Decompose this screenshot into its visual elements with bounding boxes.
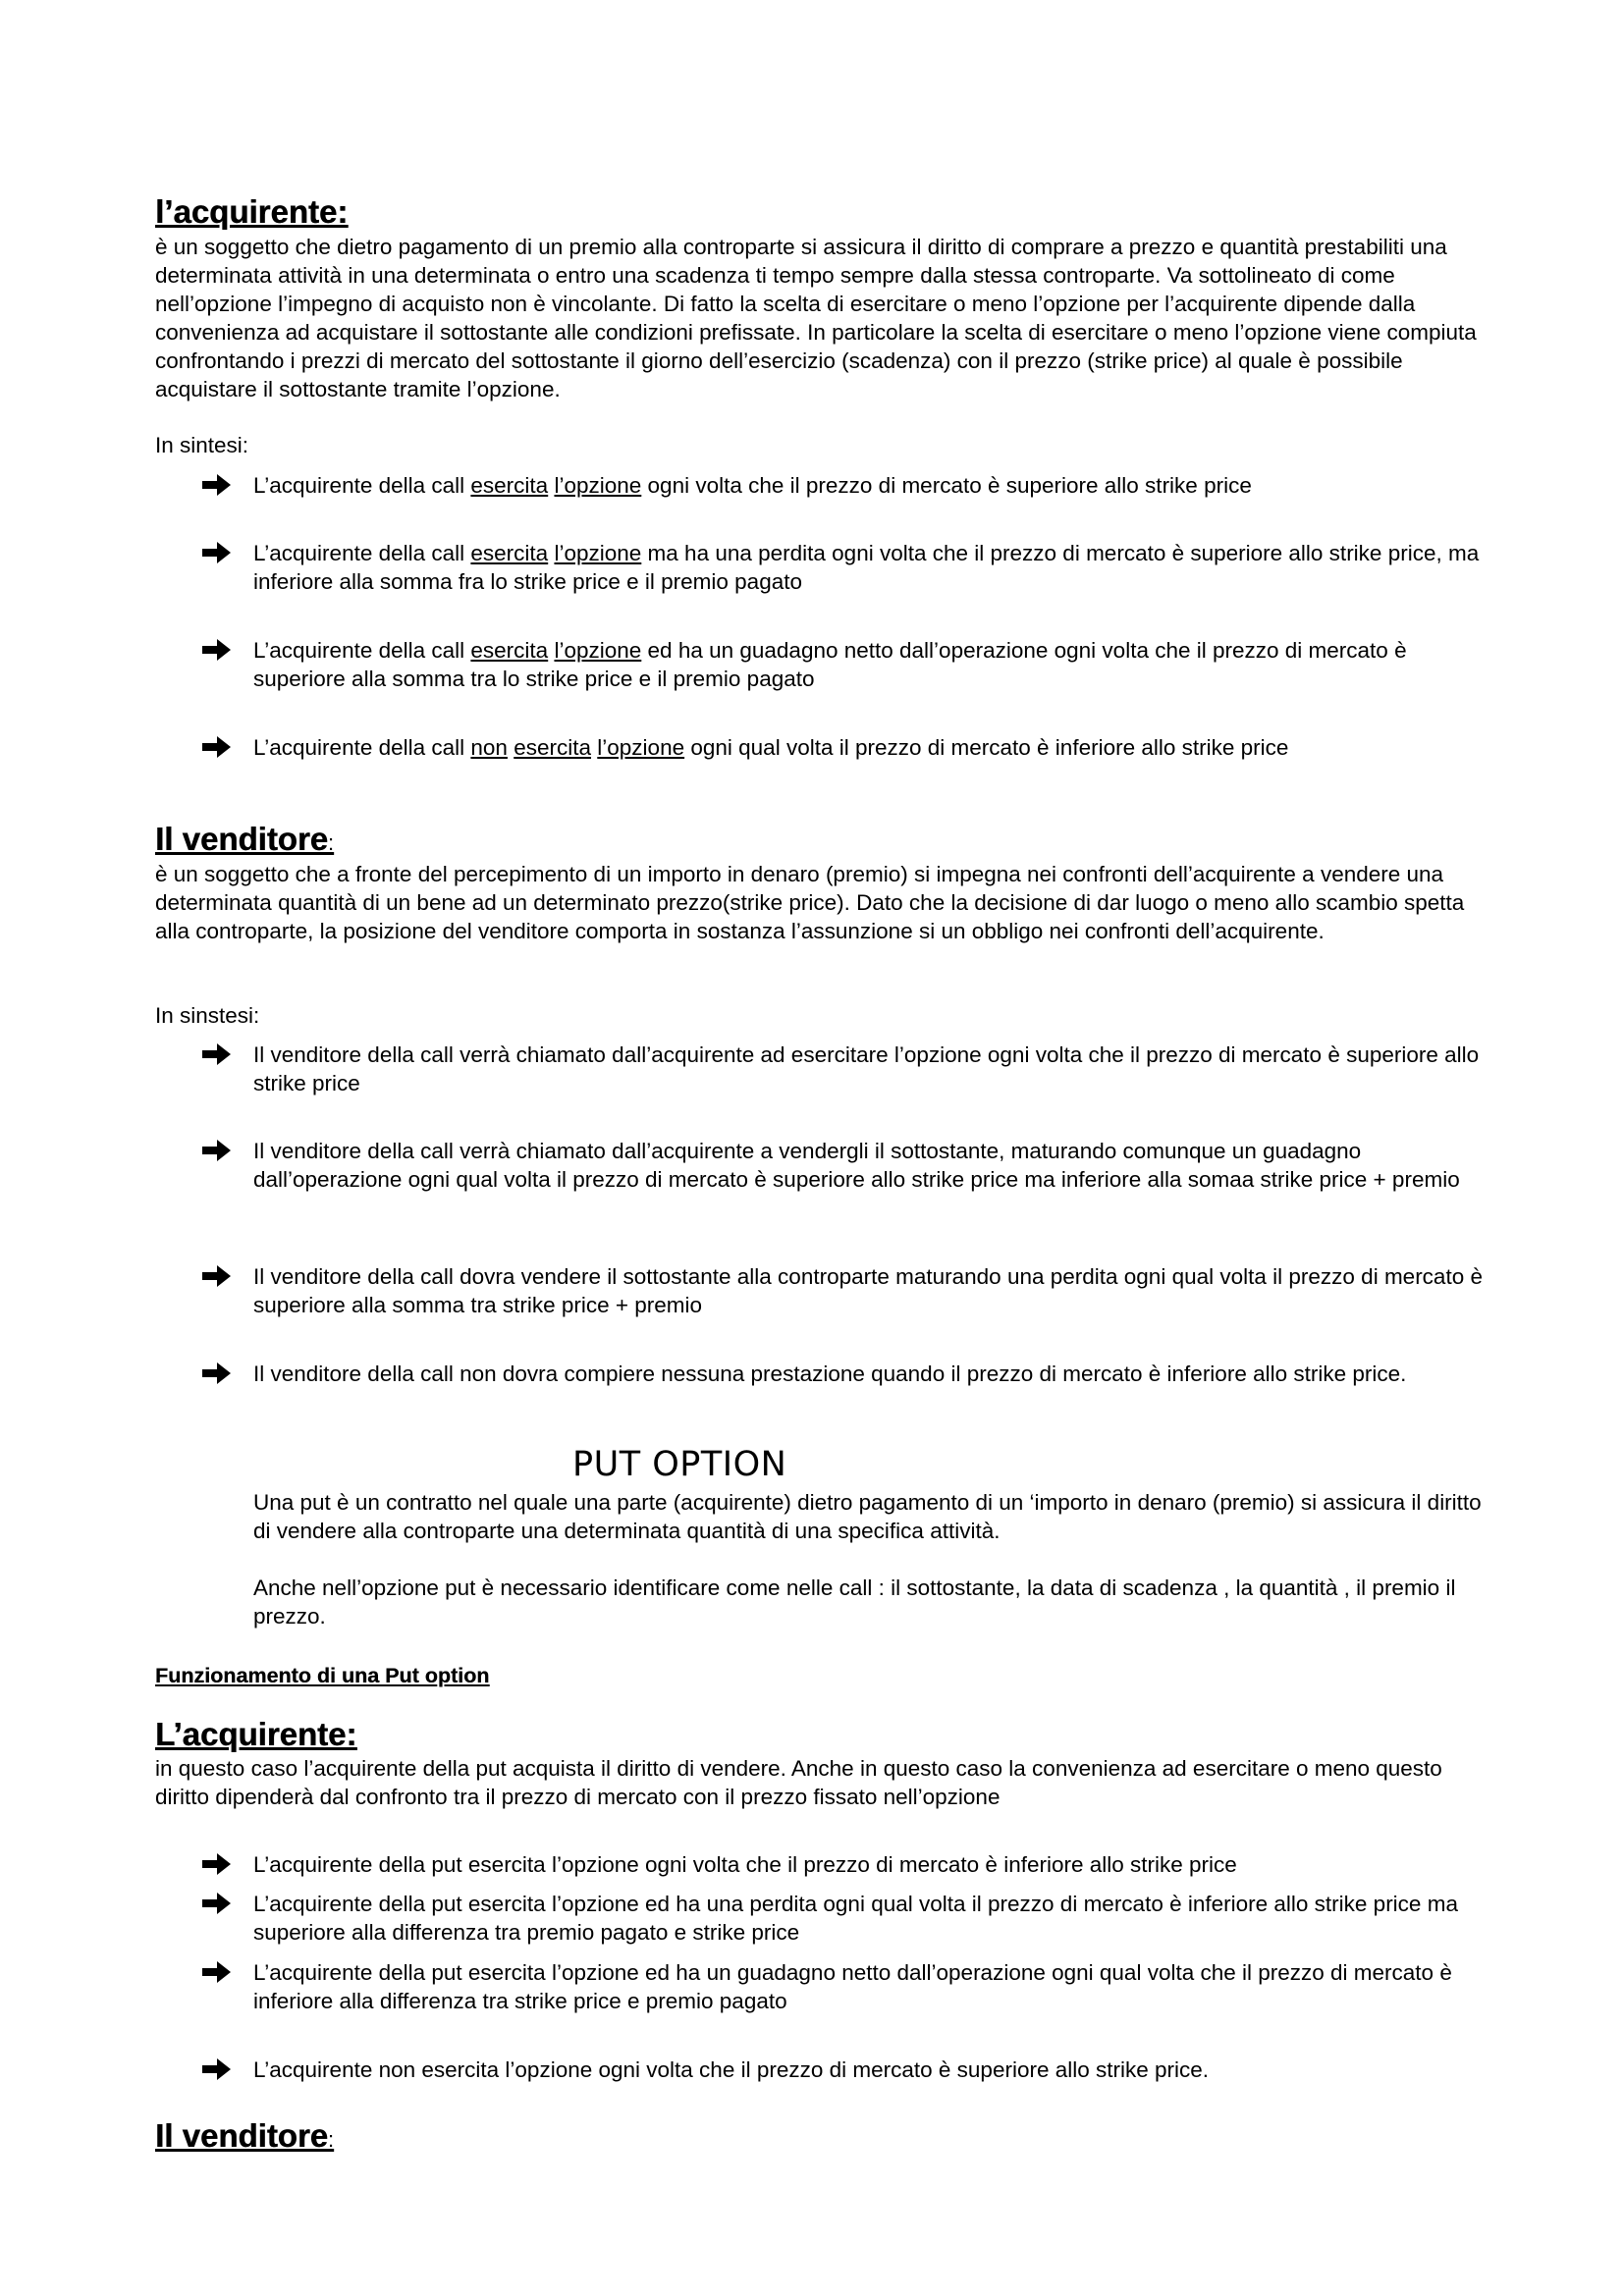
arrow-right-icon — [202, 1138, 232, 1163]
arrow-right-icon — [202, 1263, 232, 1289]
arrow-right-icon — [202, 1959, 232, 1985]
arrow-right-icon — [202, 1851, 232, 1877]
arrow-right-icon — [202, 734, 232, 760]
arrow-right-icon — [202, 540, 232, 565]
arrow-right-icon — [202, 1361, 232, 1386]
arrow-right-icon — [202, 637, 232, 663]
arrow-right-icon — [202, 2056, 232, 2082]
summary-label-2: In sinstesi: — [155, 1003, 260, 1028]
arrow-right-icon — [202, 1041, 232, 1067]
paragraph-acquirente-call: è un soggetto che dietro pagamento di un premio alla controparte si assicura il diritto di comprare a prezzo e quantità prestabiliti una determinata attività in una determinata o entro una scadenza ti tempo sempre dalla stessa controparte. Va sottolineato di come nell’opzione l’impegno di acquisto non è vincolante. Di fatto la scelta di esercitare o meno l’opzione per l’acquirente dipende dalla convenienza ad acquistare il sottostante alle condizioni prefissate. In particolare la scelta di esercitare o meno l’opzione viene compiuta confrontando i prezzi di mercato del sottostante il giorno dell’esercizio (scadenza) con il prezzo (strike price) al quale è possibile acquistare il sottostante tramite l’opzione. — [155, 235, 1477, 401]
heading-venditore-put: Il venditore: — [155, 2117, 335, 2154]
document-page: l’acquirente: è un soggetto che dietro pagamento di un premio alla controparte si assicura il diritto di comprare a prezzo e quantità prestabiliti una determinata attività in una determinata o entro una scadenza ti tempo sempre dalla stessa controparte. Va sottolineato di come nell’opzione l’impegno di acquisto non è vincolante. Di fatto la scelta di esercitare o meno l’opzione per l’acquirente dipende dalla convenienza ad acquistare il sottostante alle condizioni prefissate. In particolare la scelta di esercitare o meno l’opzione viene compiuta confrontando i prezzi di mercato del sottostante il giorno dell’esercizio (scadenza) con il prezzo (strike price) al quale è possibile acquistare il sottostante tramite l’opzione. In sintesi: L’acquirente della call esercita l’opzione ogni volta che il prezzo di mercato è superiore allo strike price L’acquirente della call esercita l’opzione ma ha una perdita ogni volta che il prezzo di mercato è superiore allo strike price, ma inferiore alla somma fra lo strike price e il premio pagato L’acquirente della call esercita l’opzione ed ha un guadagno netto dall’operazione ogni volta che il prezzo di mercato è superiore alla somma tra lo strike price e il premio pagato L’acquirente della call non esercita l’opzione ogni qual volta il prezzo di mercato è inferiore allo strike price Il venditore: è un soggetto che a fronte del percepimento di un importo in denaro (premio) si impegna nei confronti dell’acquirente a vendere una determinata quantità di un bene ad un determinato prezzo(strike price). Dato che la decisione di dar luogo o meno allo scambio spetta alla controparte, la posizione del venditore comporta in sostanza l’assunzione si un obbligo nei confronti dell’acquirente. In sinstesi: Il venditore della call verrà chiamato dall’acquirente ad esercitare l’opzione ogni volta che il prezzo di mercato è superiore allo strike price Il venditore della call verrà chiamato dall’acquirente a vendergli il sottostante, maturando comunque un guadagno dall’operazione ogni qual volta il prezzo di mercato è superiore allo strike price ma inferiore alla somaa strike price + premio Il venditore della call dovra vendere il sottostante alla controparte maturando una perdita ogni qual volta il prezzo di mercato è superiore alla somma tra strike price + premio Il venditore della call non dovra compiere nessuna prestazione quando il prezzo di mercato è inferiore allo strike price. PUT OPTION Una put è un contratto nel quale una parte (acquirente) dietro pagamento di un ‘importo in denaro (premio) si assicura il diritto di vendere alla controparte una determinata quantità di una specifica attività. Anche nell’opzione put è necessario identificare come nelle call : il sottostante, la data di scadenza , la quantità , il premio il prezzo. Funzionamento di una Put option L’acquirente: in questo caso l’acquirente della put acquista il diritto di vendere. Anche in questo caso la convenienza ad esercitare o meno questo diritto dipenderà dal confronto tra il prezzo di mercato con il prezzo fissato nell’opzione L’acquirente della put esercita l’opzione ogni volta che il prezzo di mercato è inferiore allo strike price L’acquirente della put esercita l’opzione ed ha una perdita ogni qual volta il prezzo di mercato è inferiore allo strike price ma superiore alla differenza tra premio pagato e strike price L’acquirente della put esercita l’opzione ed ha un guadagno netto dall’operazione ogni qual volta che il prezzo di mercato è inferiore alla differenza tra strike price e premio pagato L’acquirente non esercita l’opzione ogni volta che il prezzo di mercato è superiore allo strike price. Il venditore: — [0, 0, 1623, 2296]
heading-acquirente-call: l’acquirente: — [155, 193, 349, 230]
arrow-right-icon — [202, 472, 232, 498]
heading-acquirente-put: L’acquirente: — [155, 1716, 357, 1752]
arrow-right-icon — [202, 1891, 232, 1916]
paragraph-venditore-call: è un soggetto che a fronte del percepimento di un importo in denaro (premio) si impegna nei confronti dell’acquirente a vendere una determinata quantità di un bene ad un determinato prezzo(strike price). Dato che la decisione di dar luogo o meno allo scambio spetta alla controparte, la posizione del venditore comporta in sostanza l’assunzione si un obbligo nei confronti dell’acquirente. — [155, 862, 1465, 943]
put-subheading: Funzionamento di una Put option — [155, 1664, 490, 1687]
put-paragraph-1: Una put è un contratto nel quale una parte (acquirente) dietro pagamento di un ‘importo in denaro (premio) si assicura il diritto di vendere alla controparte una determinata quantità di una specifica attività. — [253, 1490, 1482, 1543]
put-paragraph-2: Anche nell’opzione put è necessario identificare come nelle call : il sottostante, la data di scadenza , la quantità , il premio il prezzo. — [253, 1575, 1456, 1629]
paragraph-acquirente-put: in questo caso l’acquirente della put acquista il diritto di vendere. Anche in questo caso la convenienza ad esercitare o meno questo diritto dipenderà dal confronto tra il prezzo di mercato con il prezzo fissato nell’opzione — [155, 1756, 1442, 1809]
summary-label-1: In sintesi: — [155, 433, 249, 457]
heading-venditore-call: Il venditore: — [155, 821, 335, 857]
put-option-title: PUT OPTION — [572, 1445, 787, 1484]
